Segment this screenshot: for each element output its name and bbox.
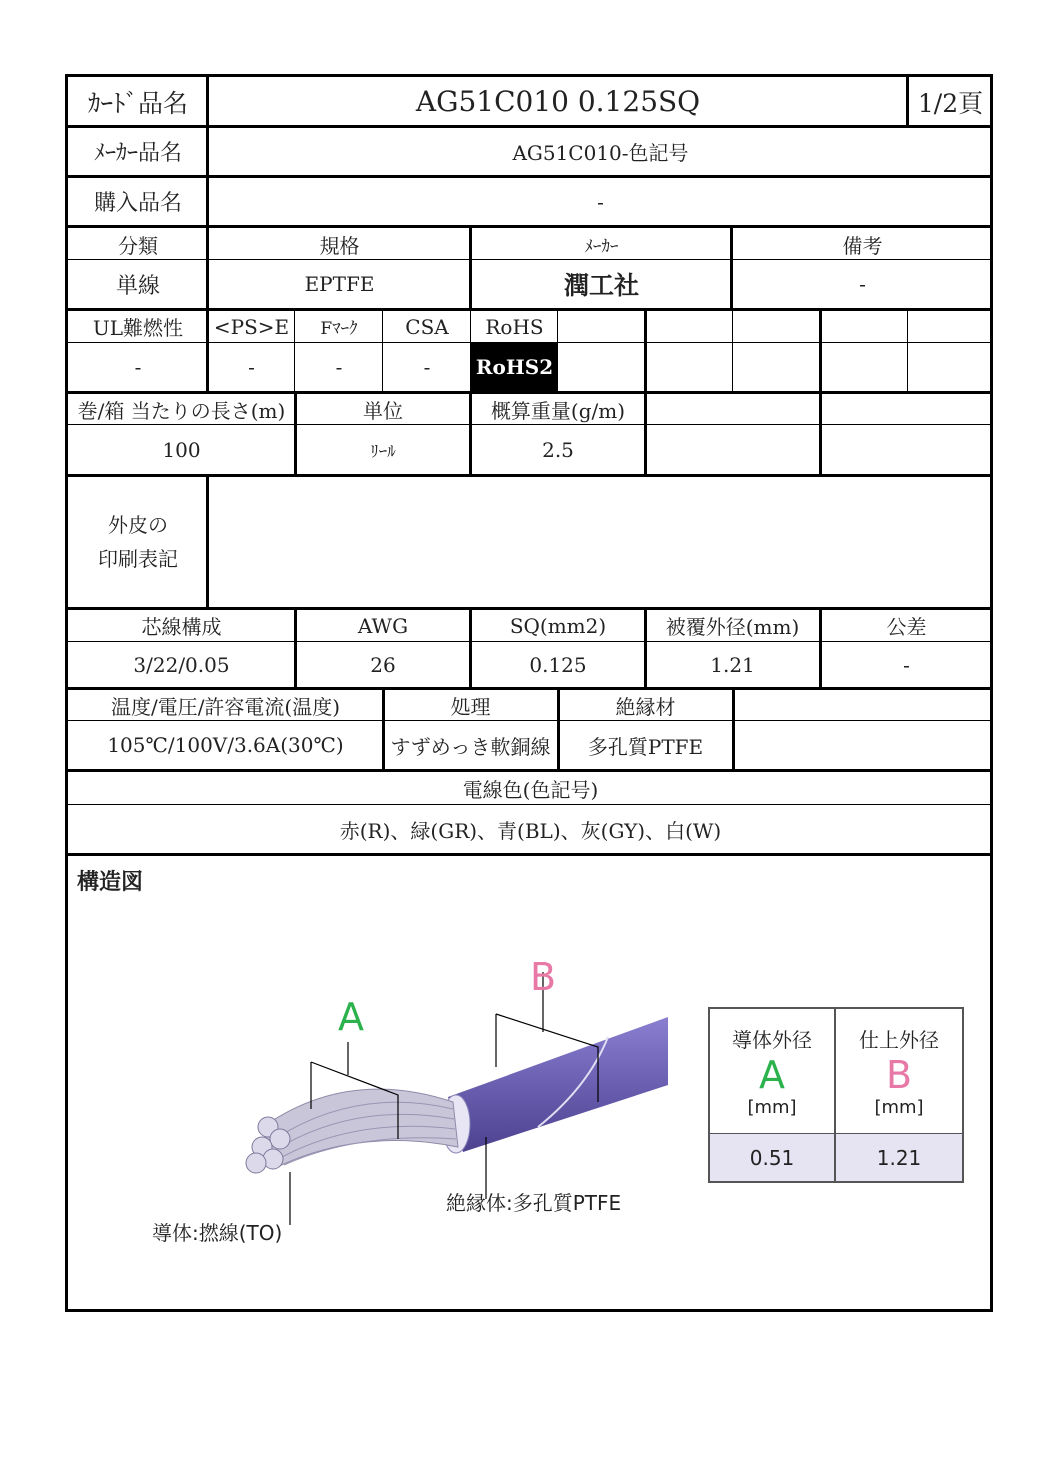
cond-value-4: - xyxy=(903,652,910,677)
cond-header-3: 被覆外径(mm) xyxy=(665,615,800,639)
rating-header-0: 温度/電圧/許容電流(温度) xyxy=(110,695,341,719)
cond-value-2: 0.125 xyxy=(529,652,587,677)
page-number: 1/2頁 xyxy=(917,88,984,118)
class-header-3: 備考 xyxy=(842,233,883,258)
dim-col-b xyxy=(836,1009,962,1133)
printing-label-line2: 印刷表記 xyxy=(98,547,178,571)
conductor-label: 導体:撚線(TO) xyxy=(152,1221,283,1245)
wire-color-header: 電線色(色記号) xyxy=(462,777,599,802)
pack-header-2: 概算重量(g/m) xyxy=(490,399,626,423)
cert-value-0: - xyxy=(134,355,142,379)
rating-value-2: 多孔質PTFE xyxy=(587,734,704,759)
dim-col-b-unit: [mm] xyxy=(874,1097,924,1118)
pack-value-1: ﾘｰﾙ xyxy=(370,442,396,462)
class-value-1: EPTFE xyxy=(304,272,375,296)
dim-col-a xyxy=(710,1009,836,1133)
dim-col-a-letter: A xyxy=(759,1053,785,1097)
cert-header-3: CSA xyxy=(405,314,449,339)
cond-value-0: 3/22/0.05 xyxy=(133,652,230,677)
insulator-label: 絶縁体:多孔質PTFE xyxy=(446,1191,622,1215)
card-name-value: AG51C010 0.125SQ xyxy=(415,85,701,118)
cond-value-1: 26 xyxy=(370,652,396,677)
cert-header-1: <PS>E xyxy=(213,314,290,339)
label-b: B xyxy=(530,955,557,999)
class-value-3: - xyxy=(859,272,866,296)
purchase-label: 購入品名 xyxy=(93,191,182,216)
cert-header-0: UL難燃性 xyxy=(92,316,184,340)
pack-header-1: 単位 xyxy=(363,399,403,423)
class-header-0: 分類 xyxy=(118,233,158,258)
cond-value-3: 1.21 xyxy=(710,652,755,677)
purchase-value: - xyxy=(597,189,604,214)
wire-color-value: 赤(R)、緑(GR)、青(BL)、灰(GY)、白(W) xyxy=(339,818,722,843)
dim-col-b-letter: B xyxy=(885,1053,913,1097)
cert-value-2: - xyxy=(335,355,343,379)
maker-part-label: ﾒｰｶｰ品名 xyxy=(93,141,182,166)
dim-col-b-title: 仕上外径 xyxy=(859,1028,939,1052)
cert-header-2: Fﾏｰｸ xyxy=(320,319,358,339)
class-header-2: ﾒｰｶｰ xyxy=(584,236,619,257)
maker-part-value: AG51C010-色記号 xyxy=(512,141,689,165)
printing-value xyxy=(208,477,993,607)
pack-header-0: 巻/箱 当たりの長さ(m) xyxy=(77,399,286,423)
cert-value-1: - xyxy=(248,355,255,379)
pack-value-0: 100 xyxy=(162,437,201,462)
structure-title: 構造図 xyxy=(77,870,144,895)
printing-label-line1: 外皮の xyxy=(108,513,168,537)
rating-value-0: 105℃/100V/3.6A(30℃) xyxy=(107,733,344,757)
cond-header-2: SQ(mm2) xyxy=(509,613,607,638)
insulation-jacket xyxy=(448,1017,668,1152)
label-a: A xyxy=(338,995,364,1039)
dim-b-value: 1.21 xyxy=(836,1133,962,1181)
cond-header-0: 芯線構成 xyxy=(141,615,222,639)
rating-header-1: 処理 xyxy=(450,695,491,719)
cert-header-4: RoHS xyxy=(485,314,544,339)
printing-label xyxy=(68,477,208,607)
cond-header-4: 公差 xyxy=(886,615,927,639)
class-value-0: 単線 xyxy=(115,273,160,299)
dim-col-a-unit: [mm] xyxy=(747,1097,797,1118)
dimension-table xyxy=(708,1007,964,1183)
rohs2-badge: RoHS2 xyxy=(471,343,558,391)
card-name-label: ｶｰﾄﾞ品名 xyxy=(87,88,188,118)
dim-col-a-title: 導体外径 xyxy=(732,1028,812,1052)
cert-value-3: - xyxy=(423,355,431,379)
spec-sheet xyxy=(65,74,993,1312)
cond-header-1: AWG xyxy=(357,613,409,638)
dim-a-value: 0.51 xyxy=(710,1133,836,1181)
maker-name: 潤工社 xyxy=(563,271,639,300)
rating-header-2: 絶縁材 xyxy=(615,695,676,719)
class-header-1: 規格 xyxy=(319,233,360,258)
rating-value-1: すずめっき軟銅線 xyxy=(390,734,551,759)
pack-value-2: 2.5 xyxy=(542,437,574,462)
